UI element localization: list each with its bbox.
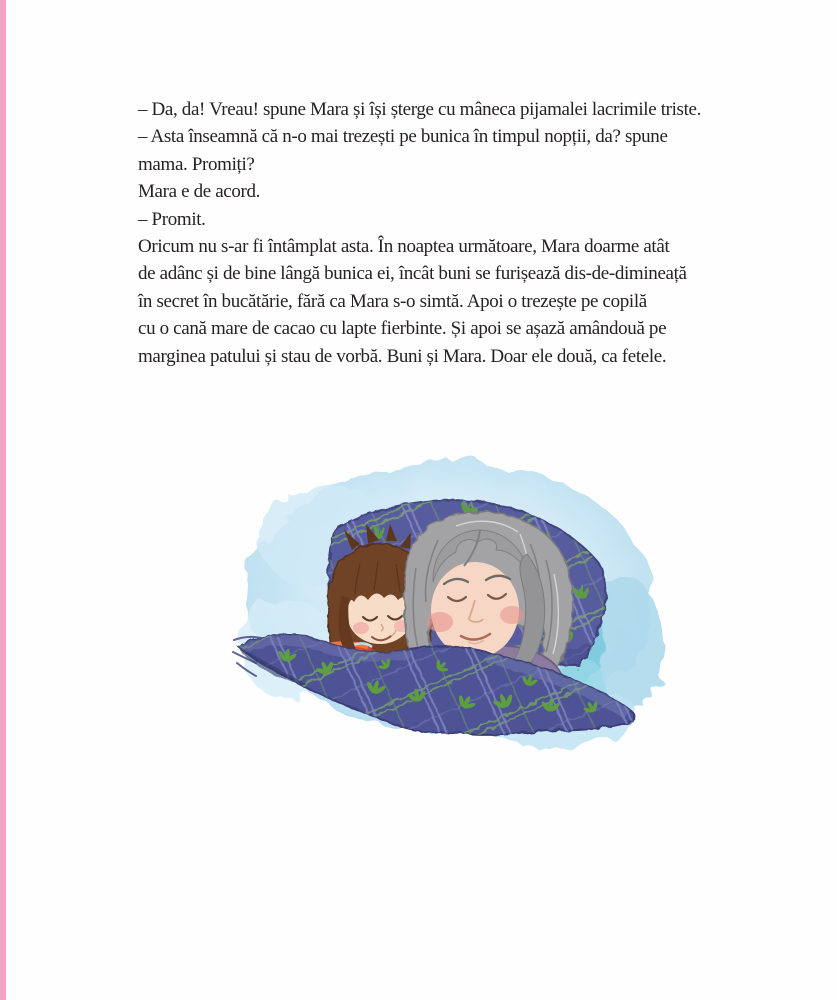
- text-line: Oricum nu s-ar fi întâmplat asta. În noaptea următoare, Mara doarme atât: [138, 236, 670, 258]
- text-line: de adânc și de bine lângă bunica ei, încât buni se furișează dis-de-dimineață: [138, 263, 687, 285]
- text-line: mama. Promiți?: [138, 153, 255, 175]
- text-line: Mara e de acord.: [138, 181, 261, 203]
- text-line: marginea patului și stau de vorbă. Buni și Mara. Doar ele două, ca fetele.: [138, 345, 667, 367]
- text-line: – Da, da! Vreau! spune Mara și își șterge cu mâneca pijamalei lacrimile triste.: [138, 99, 701, 120]
- text-line: cu o cană mare de cacao cu lapte fierbinte. Și apoi se așază amândouă pe: [138, 318, 667, 340]
- illustration-sleeping-grandma-and-child: [228, 448, 672, 760]
- grandma-cheek: [427, 612, 453, 632]
- text-line: în secret în bucătărie, fără ca Mara s-o simtă. Apoi o trezește pe copilă: [138, 290, 647, 312]
- story-text: [138, 96, 818, 370]
- text-line: – Asta înseamnă că n-o mai trezești pe bunica în timpul nopții, da? spune: [138, 126, 668, 148]
- spine-accent-strip: [0, 0, 6, 1000]
- grandma-cheek: [500, 606, 524, 624]
- girl-cheek: [353, 622, 369, 634]
- text-line: – Promit.: [138, 208, 206, 230]
